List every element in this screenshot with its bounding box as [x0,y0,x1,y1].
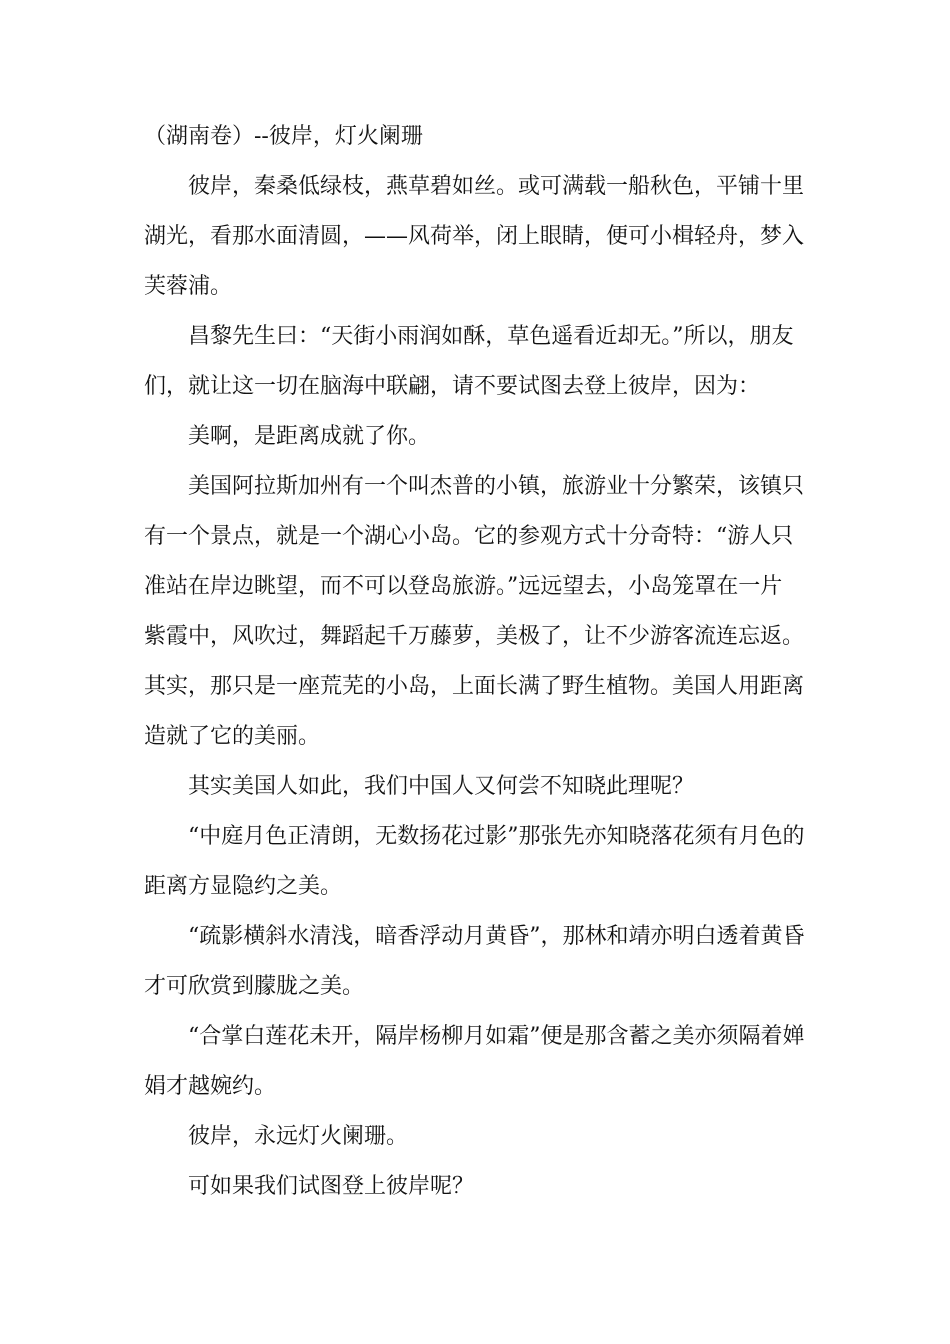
text-line: 距离方显隐约之美。 [144,874,343,899]
document-body [144,112,808,1212]
text-line: 娟才越婉约。 [144,1074,277,1099]
text-line: 美国阿拉斯加州有一个叫杰普的小镇，旅游业十分繁荣，该镇只 [188,474,805,499]
text-line: 彼岸，秦桑低绿枝，燕草碧如丝。或可满载一船秋色，平铺十里 [188,174,805,199]
text-line: 造就了它的美丽。 [144,724,321,749]
text-line: 才可欣赏到朦胧之美。 [144,974,365,999]
text-line: 紫霞中，风吹过，舞蹈起千万藤萝，美极了，让不少游客流连忘返。 [144,624,805,649]
text-line: 彼岸，永远灯火阑珊。 [188,1124,409,1149]
text-line: “合掌白莲花未开，隔岸杨柳月如霜”便是那含蓄之美亦须隔着婵 [188,1024,805,1049]
text-line: “疏影横斜水清浅，暗香浮动月黄昏”，那林和靖亦明白透着黄昏 [188,924,805,949]
text-line: 准站在岸边眺望，而不可以登岛旅游。”远远望去，小岛笼罩在一片 [144,574,783,599]
text-line: 湖光，看那水面清圆，——风荷举，闭上眼睛，便可小楫轻舟，梦入 [144,224,805,249]
text-line: 芙蓉浦。 [144,274,233,299]
text-line: 可如果我们试图登上彼岸呢？ [188,1174,475,1199]
text-line: 们，就让这一切在脑海中联翩，请不要试图去登上彼岸，因为： [144,374,761,399]
text-line: “中庭月色正清朗，无数扬花过影”那张先亦知晓落花须有月色的 [188,824,805,849]
text-line: 昌黎先生曰：“天街小雨润如酥，草色遥看近却无。”所以，朋友 [188,324,794,349]
document-title: （湖南卷）--彼岸，灯火阑珊 [144,124,423,149]
text-line: 有一个景点，就是一个湖心小岛。它的参观方式十分奇特：“游人只 [144,524,794,549]
text-line: 美啊，是距离成就了你。 [188,424,431,449]
text-line: 其实，那只是一座荒芜的小岛，上面长满了野生植物。美国人用距离 [144,674,805,699]
text-line: 其实美国人如此，我们中国人又何尝不知晓此理呢？ [188,774,695,799]
